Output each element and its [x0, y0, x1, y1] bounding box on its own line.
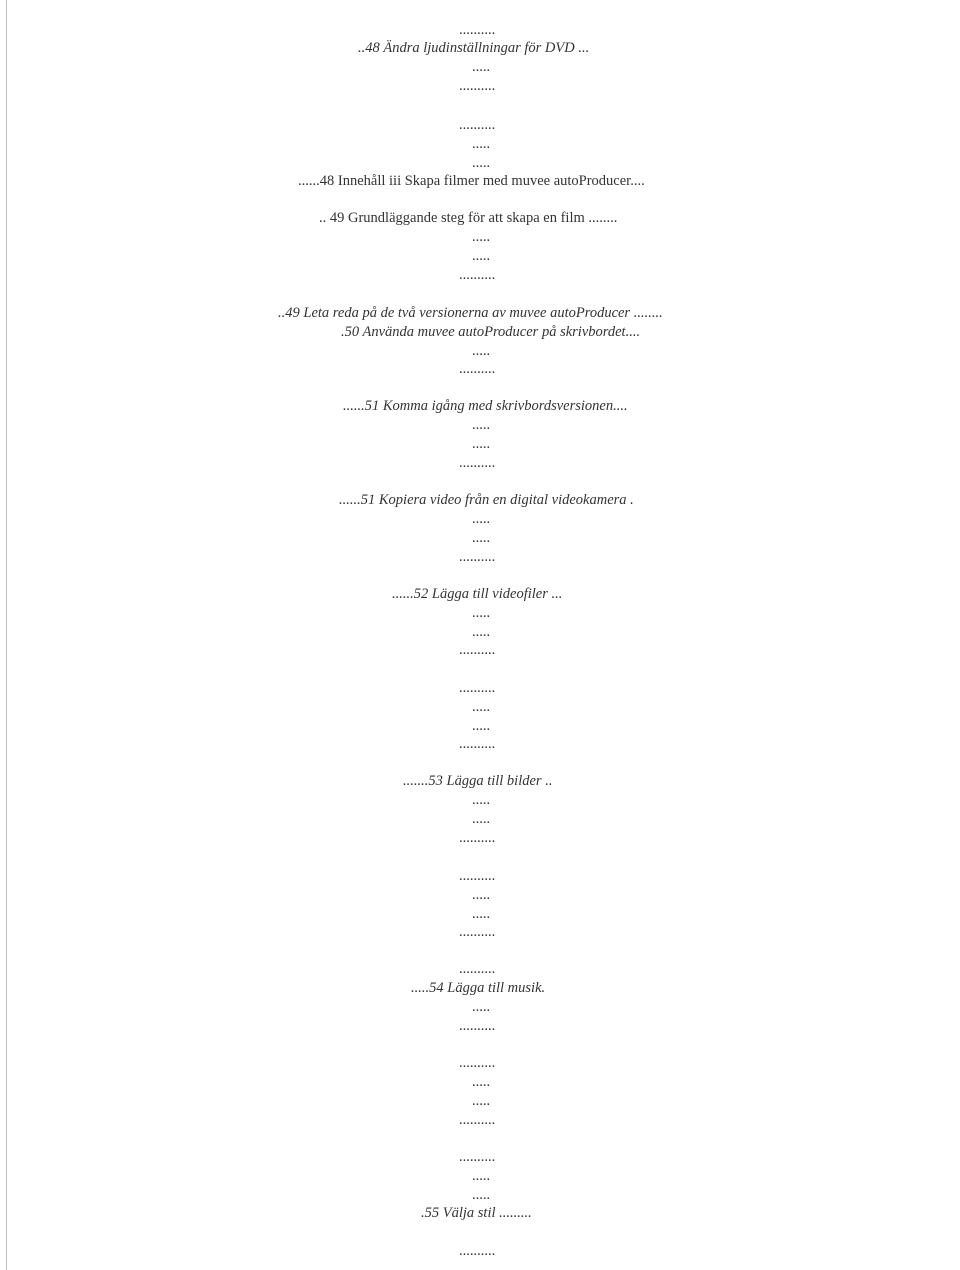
toc-leader-dots: .......... — [459, 1018, 496, 1034]
toc-entry: .55 Välja stil ......... — [421, 1205, 532, 1221]
toc-leader-dots: .......... — [459, 78, 496, 94]
toc-entry: ......52 Lägga till videofiler ... — [392, 586, 563, 602]
toc-leader-dots: ..... — [472, 511, 491, 527]
toc-leader-dots: ..... — [472, 718, 491, 734]
toc-leader-dots: ..... — [472, 530, 491, 546]
toc-leader-dots: ..... — [472, 811, 491, 827]
toc-leader-dots: .......... — [459, 1055, 496, 1071]
toc-leader-dots: ..... — [472, 887, 491, 903]
toc-leader-dots: .......... — [459, 830, 496, 846]
toc-leader-dots: .......... — [459, 117, 496, 133]
toc-leader-dots: .......... — [459, 736, 496, 752]
toc-leader-dots: .......... — [459, 868, 496, 884]
toc-leader-dots: .......... — [459, 455, 496, 471]
toc-leader-dots: ..... — [472, 343, 491, 359]
toc-entry: ......48 Innehåll iii Skapa filmer med muvee autoProducer.... — [298, 173, 645, 189]
toc-leader-dots: ..... — [472, 1187, 491, 1203]
toc-entry: .......53 Lägga till bilder .. — [403, 773, 553, 789]
toc-leader-dots: .......... — [459, 1112, 496, 1128]
toc-entry: ..49 Leta reda på de två versionerna av muvee autoProducer ........ — [278, 305, 663, 321]
toc-leader-dots: ..... — [472, 1093, 491, 1109]
toc-entry: .50 Använda muvee autoProducer på skrivbordet.... — [341, 324, 641, 340]
toc-leader-dots: .......... — [459, 961, 496, 977]
toc-leader-dots: .......... — [459, 549, 496, 565]
toc-leader-dots: .......... — [459, 1243, 496, 1259]
toc-leader-dots: ..... — [472, 136, 491, 152]
toc-leader-dots: ..... — [472, 605, 491, 621]
toc-leader-dots: .......... — [459, 1149, 496, 1165]
toc-entry: ......51 Komma igång med skrivbordsversionen.... — [343, 398, 628, 414]
toc-leader-dots: ..... — [472, 1168, 491, 1184]
toc-leader-dots: .......... — [459, 22, 496, 38]
toc-leader-dots: .......... — [459, 680, 496, 696]
page-left-border — [6, 0, 7, 1270]
toc-leader-dots: ..... — [472, 699, 491, 715]
toc-leader-dots: ..... — [472, 417, 491, 433]
toc-leader-dots: ..... — [472, 59, 491, 75]
toc-leader-dots: ..... — [472, 155, 491, 171]
toc-entry: .....54 Lägga till musik. — [411, 980, 546, 996]
toc-leader-dots: ..... — [472, 999, 491, 1015]
toc-leader-dots: ..... — [472, 1074, 491, 1090]
toc-entry: ......51 Kopiera video från en digital videokamera . — [339, 492, 634, 508]
toc-leader-dots: .......... — [459, 924, 496, 940]
toc-leader-dots: ..... — [472, 229, 491, 245]
toc-entry: ..48 Ändra ljudinställningar för DVD ... — [358, 40, 590, 56]
toc-leader-dots: ..... — [472, 906, 491, 922]
toc-leader-dots: ..... — [472, 624, 491, 640]
toc-leader-dots: ..... — [472, 248, 491, 264]
toc-leader-dots: .......... — [459, 361, 496, 377]
toc-leader-dots: ..... — [472, 792, 491, 808]
toc-leader-dots: .......... — [459, 267, 496, 283]
toc-leader-dots: ..... — [472, 436, 491, 452]
toc-leader-dots: .......... — [459, 642, 496, 658]
toc-entry: .. 49 Grundläggande steg för att skapa en film ........ — [319, 210, 618, 226]
